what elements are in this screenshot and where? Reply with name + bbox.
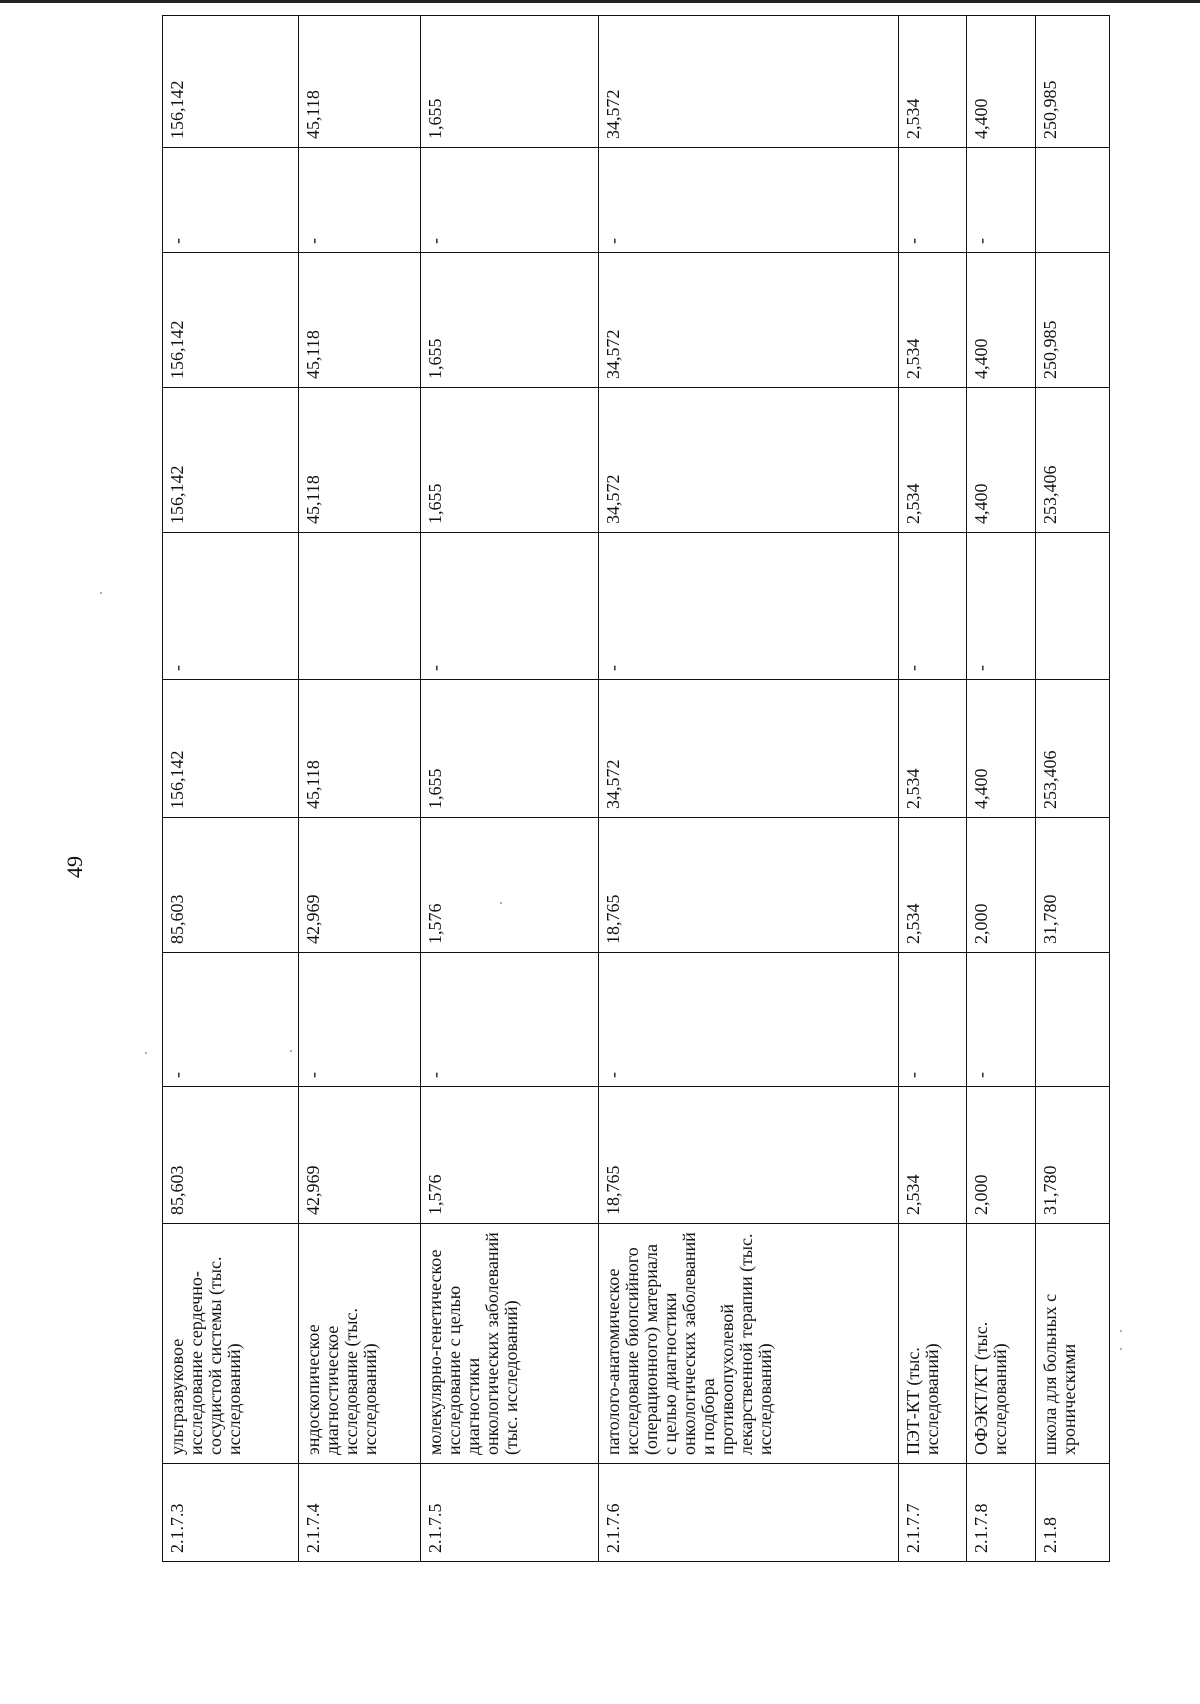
rotated-table-wrapper: [162, 80, 1110, 1562]
row-value-c3: 1,576: [421, 818, 598, 953]
row-value-c3: 18,765: [598, 818, 899, 953]
page-number: 49: [62, 856, 87, 878]
row-value-c6: 4,400: [966, 388, 1036, 533]
row-value-c1: 2,000: [966, 1087, 1036, 1224]
row-value-c4: 156,142: [163, 680, 299, 818]
row-code: 2.1.7.7: [899, 1464, 966, 1562]
row-value-c8: -: [966, 148, 1036, 253]
row-value-c2: -: [421, 953, 598, 1087]
row-value-c6: 253,406: [1036, 388, 1110, 533]
table-row: [421, 16, 598, 1562]
row-value-c9: 45,118: [299, 16, 421, 148]
row-value-c7: 156,142: [163, 253, 299, 388]
row-value-c5: [1036, 533, 1110, 680]
row-value-c8: -: [299, 148, 421, 253]
scan-speck: [145, 1052, 147, 1054]
scan-speck: [290, 1050, 292, 1052]
scan-speck: [100, 592, 102, 594]
row-code: 2.1.7.6: [598, 1464, 899, 1562]
scan-speck: [500, 902, 502, 904]
row-value-c8: -: [598, 148, 899, 253]
row-value-c4: 45,118: [299, 680, 421, 818]
table-row: [163, 16, 299, 1562]
row-value-c1: 2,534: [899, 1087, 966, 1224]
row-value-c8: -: [899, 148, 966, 253]
row-value-c4: 2,534: [899, 680, 966, 818]
row-value-c8: -: [163, 148, 299, 253]
row-value-c2: -: [598, 953, 899, 1087]
row-code: 2.1.7.5: [421, 1464, 598, 1562]
row-value-c2: -: [163, 953, 299, 1087]
row-value-c1: 42,969: [299, 1087, 421, 1224]
row-value-c7: 250,985: [1036, 253, 1110, 388]
row-indicator-name: молекулярно-генетическое исследование с целью диагностики онкологических заболеваний (тыс. исследований): [421, 1224, 598, 1464]
row-value-c6: 45,118: [299, 388, 421, 533]
table-row: [899, 16, 966, 1562]
row-value-c1: 18,765: [598, 1087, 899, 1224]
row-indicator-name: школа для больных с хроническими: [1036, 1224, 1110, 1464]
row-value-c8: -: [421, 148, 598, 253]
row-value-c2: -: [899, 953, 966, 1087]
row-value-c5: -: [899, 533, 966, 680]
row-code: 2.1.7.8: [966, 1464, 1036, 1562]
row-value-c1: 1,576: [421, 1087, 598, 1224]
row-value-c9: 2,534: [899, 16, 966, 148]
row-value-c6: 1,655: [421, 388, 598, 533]
row-code: 2.1.7.3: [163, 1464, 299, 1562]
scan-speck: [1120, 1330, 1122, 1332]
row-value-c4: 1,655: [421, 680, 598, 818]
table-body: [163, 16, 1110, 1562]
row-value-c5: [299, 533, 421, 680]
table-row: [1036, 16, 1110, 1562]
row-code: 2.1.8: [1036, 1464, 1110, 1562]
row-value-c2: [1036, 953, 1110, 1087]
row-value-c4: 34,572: [598, 680, 899, 818]
data-table: [162, 15, 1110, 1562]
row-value-c3: 2,000: [966, 818, 1036, 953]
row-value-c9: 156,142: [163, 16, 299, 148]
row-value-c5: -: [163, 533, 299, 680]
row-value-c3: 42,969: [299, 818, 421, 953]
row-value-c9: 34,572: [598, 16, 899, 148]
row-indicator-name: ультразвуковое исследование сердечно-сосудистой системы (тыс. исследований): [163, 1224, 299, 1464]
scan-speck: [1120, 1348, 1122, 1350]
row-value-c7: 45,118: [299, 253, 421, 388]
row-value-c4: 4,400: [966, 680, 1036, 818]
row-value-c7: 34,572: [598, 253, 899, 388]
row-value-c5: -: [598, 533, 899, 680]
row-value-c5: -: [966, 533, 1036, 680]
row-value-c7: 1,655: [421, 253, 598, 388]
row-value-c7: 4,400: [966, 253, 1036, 388]
row-value-c9: 1,655: [421, 16, 598, 148]
row-indicator-name: патолого-анатомическое исследование биопсийного (операционного) материала с целью диагностики онкологических заболеваний и подбора противоопухолевой лекарственной терапии (тыс. исследований): [598, 1224, 899, 1464]
row-indicator-name: ОФЭКТ/КТ (тыс. исследований): [966, 1224, 1036, 1464]
row-value-c3: 2,534: [899, 818, 966, 953]
row-value-c9: 4,400: [966, 16, 1036, 148]
row-value-c1: 31,780: [1036, 1087, 1110, 1224]
row-indicator-name: ПЭТ-КТ (тыс. исследований): [899, 1224, 966, 1464]
row-value-c6: 34,572: [598, 388, 899, 533]
row-value-c2: -: [966, 953, 1036, 1087]
table-row: [299, 16, 421, 1562]
table-row: [966, 16, 1036, 1562]
row-value-c1: 85,603: [163, 1087, 299, 1224]
row-value-c3: 31,780: [1036, 818, 1110, 953]
row-code: 2.1.7.4: [299, 1464, 421, 1562]
row-value-c3: 85,603: [163, 818, 299, 953]
row-value-c6: 156,142: [163, 388, 299, 533]
row-value-c4: 253,406: [1036, 680, 1110, 818]
row-value-c5: -: [421, 533, 598, 680]
row-value-c8: [1036, 148, 1110, 253]
row-value-c7: 2,534: [899, 253, 966, 388]
row-value-c9: 250,985: [1036, 16, 1110, 148]
table-row: [598, 16, 899, 1562]
scan-top-edge: [0, 0, 1200, 3]
row-value-c6: 2,534: [899, 388, 966, 533]
row-indicator-name: эндоскопическое диагностическое исследование (тыс. исследований): [299, 1224, 421, 1464]
row-value-c2: -: [299, 953, 421, 1087]
